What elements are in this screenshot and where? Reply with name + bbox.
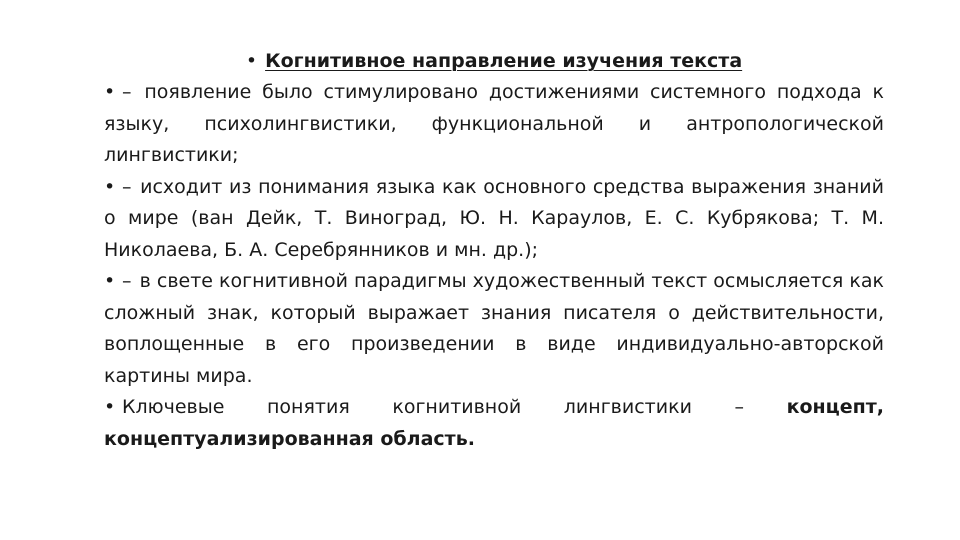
bullet-text-bold: концепт, концептуализированная область. [104,396,885,450]
slide-title [104,46,884,77]
bullet-marker: • [104,175,116,198]
bullet-dash: – [122,175,132,198]
bullet-item-4 [104,392,884,455]
bullet-text: исходит из понимания языка как основного средства выражения знаний о мире (ван Дейк, Т. Виноград, Ю. Н. Караулов, Е. С. Кубрякова; Т. М. Николаева, Б. А. Серебрянников и мн. др.); [104,175,884,261]
bullet-item-2 [104,172,884,267]
bullet-item-3 [104,266,884,392]
bullet-marker: • [104,270,116,292]
bullet-dash: – [122,81,132,103]
title-text: Когнитивное направление изучения текста [265,50,743,72]
bullet-marker: • [104,396,116,418]
bullet-marker: • [104,81,116,103]
bullet-dash: – [122,270,132,292]
bullet-text: Ключевые понятия когнитивной лингвистики – [122,396,745,418]
slide-content [104,46,884,455]
bullet-text: в свете когнитивной парадигмы художественный текст осмысляется как сложный знак, который выражает знания писателя о действительности, воплощенные в его произведении в виде индивидуально-авторской картины мира. [104,270,884,387]
bullet-text: появление было стимулировано достижениями системного подхода к языку, психолингвистики, функциональной и антропологической лингвистики; [104,81,884,166]
title-bullet: • [245,50,258,72]
bullet-item-1 [104,77,884,172]
